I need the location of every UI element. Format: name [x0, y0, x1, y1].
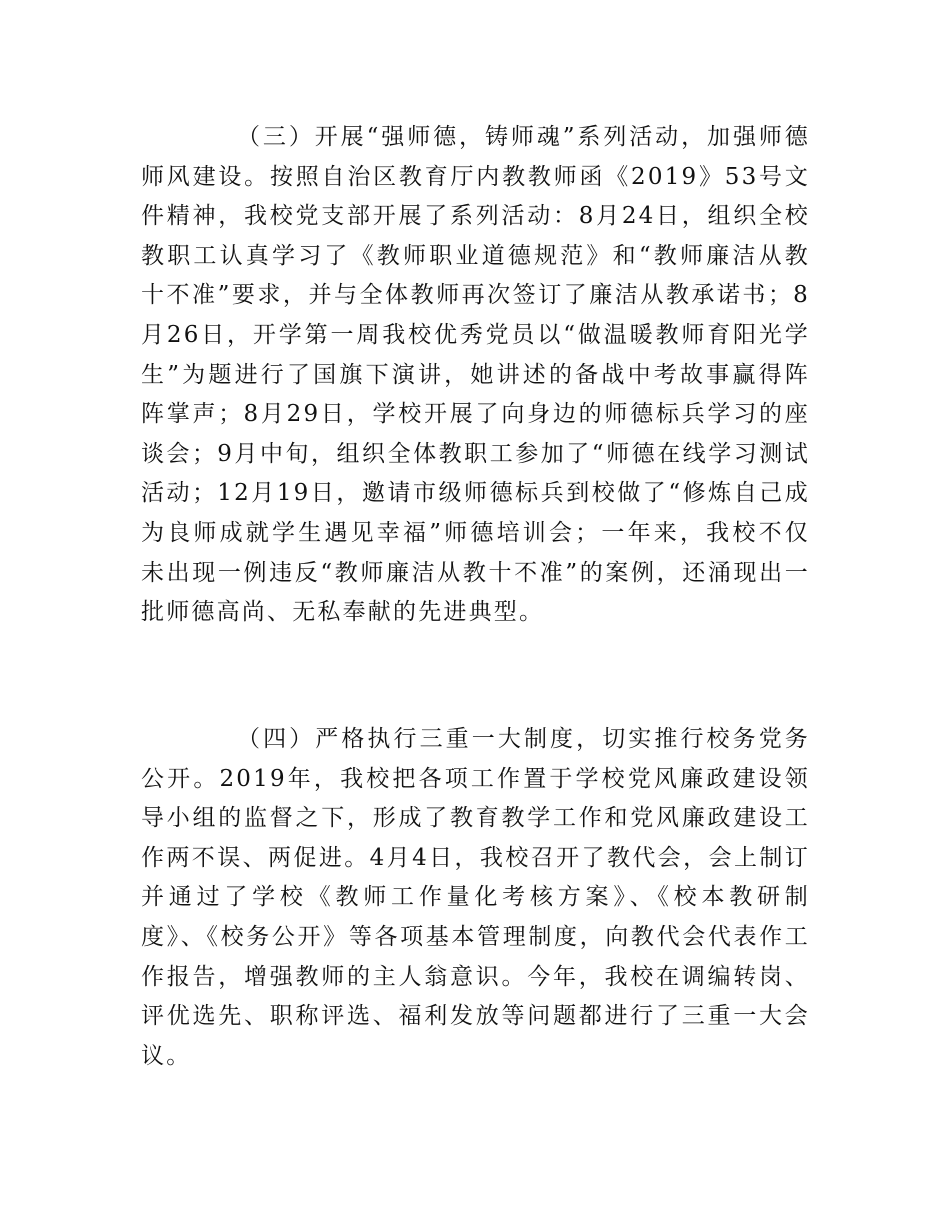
paragraph-section-three: （三）开展“强师德，铸师魂”系列活动，加强师德师风建设。按照自治区教育厅内教教师函《2019》53号文件精神，我校党支部开展了系列活动：8月24日，组织全校教职工认真学习了《教师职业道德规范》和“教师廉洁从教十不准”要求，并与全体教师再次签订了廉洁从教承诺书；8月26日，开学第一周我校优秀党员以“做温暖教师育阳光学生”为题进行了国旗下演讲，她讲述的备战中考故事赢得阵阵掌声；8月29日，学校开展了向身边的师德标兵学习的座谈会；9月中旬，组织全体教职工参加了“师德在线学习测试活动；12月19日，邀请市级师德标兵到校做了“修炼自己成为良师成就学生遇见幸福”师德培训会；一年来，我校不仅未出现一例违反“教师廉洁从教十不准”的案例，还涌现出一批师德高尚、无私奉献的先进典型。: [141, 124, 810, 626]
paragraph-section-four: （四）严格执行三重一大制度，切实推行校务党务公开。2019年，我校把各项工作置于学校党风廉政建设领导小组的监督之下，形成了教育教学工作和党风廉政建设工作两不误、两促进。4月4日，我校召开了教代会，会上制订并通过了学校《教师工作量化考核方案》、《校本教研制度》、《校务公开》等各项基本管理制度，向教代会代表作工作报告，增强教师的主人翁意识。今年，我校在调编转岗、评优选先、职称评选、福利发放等问题都进行了三重一大会议。: [141, 726, 810, 1069]
